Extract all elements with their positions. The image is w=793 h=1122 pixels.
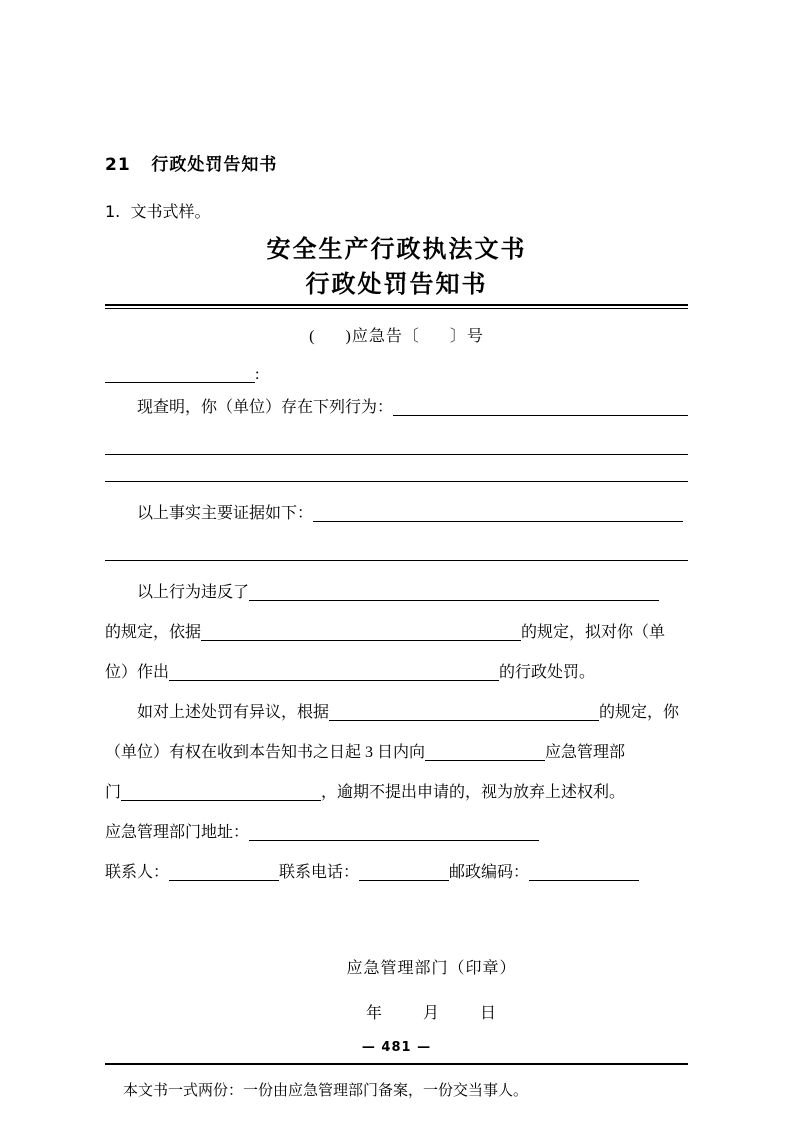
appeal-text-3: 应急管理部 bbox=[545, 743, 626, 761]
footer-rule bbox=[105, 1063, 688, 1065]
appeal-text-1: 的规定，你 bbox=[599, 703, 680, 721]
document-content bbox=[105, 150, 688, 1100]
violations-blank-2[interactable] bbox=[105, 454, 688, 455]
department-address-blank[interactable] bbox=[249, 822, 539, 841]
legal-basis-text-3: 位）作出 bbox=[105, 663, 170, 681]
contact-person-blank[interactable] bbox=[169, 862, 279, 881]
paragraph-violations bbox=[105, 388, 688, 428]
signing-organization: 应急管理部门（印章） bbox=[346, 959, 517, 977]
paragraph-appeal-cont-2 bbox=[105, 773, 688, 813]
legal-basis-lead-text: 以上行为违反了 bbox=[137, 583, 250, 601]
appeal-text-4: 门 bbox=[105, 783, 122, 801]
paragraph-appeal bbox=[105, 693, 688, 733]
sub-heading: 1. 文书式样。 bbox=[105, 202, 211, 221]
paragraph-legal-basis-cont-1 bbox=[105, 613, 688, 653]
appeal-blank-2[interactable] bbox=[425, 742, 545, 761]
legal-basis-blank-1[interactable] bbox=[249, 582, 659, 601]
document-title-block bbox=[105, 232, 688, 309]
violations-blank-1[interactable] bbox=[393, 397, 688, 416]
contact-line bbox=[105, 853, 688, 893]
document-title-line-1: 安全生产行政执法文书 bbox=[266, 235, 527, 263]
phone-blank[interactable] bbox=[359, 862, 449, 881]
page-number: — 481 — bbox=[361, 1040, 432, 1055]
evidence-blank-2[interactable] bbox=[105, 560, 688, 561]
paragraph-legal-basis-cont-2 bbox=[105, 653, 688, 693]
addressee-blank[interactable] bbox=[105, 364, 255, 383]
appeal-text-2: （单位）有权在收到本告知书之日起 3 日内向 bbox=[105, 743, 426, 761]
legal-basis-text-2: 的规定，拟对你（单 bbox=[521, 623, 666, 641]
appeal-lead-text: 如对上述处罚有异议，根据 bbox=[137, 703, 330, 721]
signing-date: 年 月 日 bbox=[365, 1004, 497, 1022]
evidence-lead-text: 以上事实主要证据如下： bbox=[137, 504, 314, 522]
addressee-line bbox=[105, 364, 688, 384]
section-heading: 21 行政处罚告知书 bbox=[105, 155, 278, 175]
appeal-blank-3[interactable] bbox=[121, 782, 321, 801]
footnote-text: 本文书一式两份：一份由应急管理部门备案，一份交当事人。 bbox=[123, 1082, 529, 1099]
addressee-colon: : bbox=[255, 365, 260, 383]
department-address-line bbox=[105, 813, 688, 853]
evidence-blank-1[interactable] bbox=[313, 503, 683, 522]
paragraph-evidence bbox=[105, 494, 688, 534]
postcode-label: 邮政编码： bbox=[449, 863, 530, 881]
appeal-blank-1[interactable] bbox=[329, 702, 599, 721]
document-number: ( )应急告〔 〕号 bbox=[309, 327, 484, 345]
phone-label: 联系电话： bbox=[279, 863, 360, 881]
appeal-text-5: ，逾期不提出申请的，视为放弃上述权利。 bbox=[321, 783, 626, 801]
paragraph-appeal-cont-1 bbox=[105, 733, 688, 773]
paragraph-legal-basis bbox=[105, 573, 688, 613]
violations-lead-text: 现查明，你（单位）存在下列行为： bbox=[137, 398, 394, 416]
signature-block bbox=[105, 955, 688, 1023]
legal-basis-blank-2[interactable] bbox=[201, 622, 521, 641]
department-address-label: 应急管理部门地址： bbox=[105, 823, 250, 841]
contact-person-label: 联系人： bbox=[105, 863, 170, 881]
legal-basis-text-1: 的规定，依据 bbox=[105, 623, 202, 641]
document-title-line-2: 行政处罚告知书 bbox=[305, 269, 488, 298]
title-double-rule bbox=[105, 304, 688, 309]
legal-basis-blank-3[interactable] bbox=[169, 662, 499, 681]
postcode-blank[interactable] bbox=[529, 862, 639, 881]
legal-basis-text-4: 的行政处罚。 bbox=[499, 663, 596, 681]
violations-blank-3[interactable] bbox=[105, 481, 688, 482]
